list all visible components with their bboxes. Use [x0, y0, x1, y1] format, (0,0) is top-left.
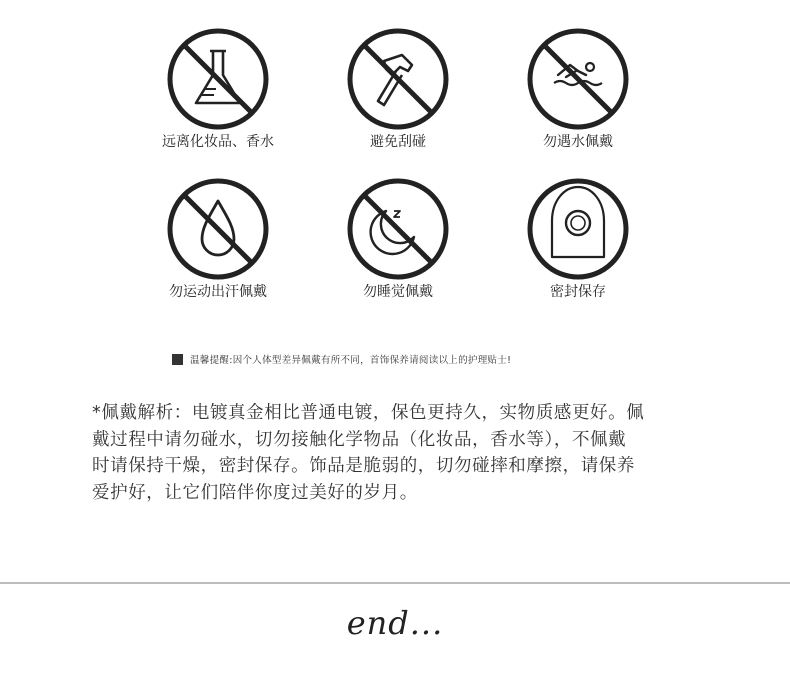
bullet-square-icon [172, 354, 183, 365]
no-bump-icon [346, 27, 450, 131]
care-label: 避免刮碰 [370, 134, 426, 150]
note-line: 爱护好，让它们陪伴你度过美好的岁月。 [92, 482, 418, 503]
care-tip-text: 温馨提醒:因个人体型差异佩戴有所不同，首饰保养请阅读以上的护理贴士! [190, 355, 512, 366]
care-label: 勿遇水佩戴 [543, 134, 613, 150]
care-item-water [498, 27, 658, 150]
no-chemicals-icon [166, 27, 270, 131]
care-label: 远离化妆品、香水 [162, 134, 274, 150]
care-label: 密封保存 [550, 284, 606, 300]
care-item-storage [498, 177, 658, 300]
plating-note [92, 400, 732, 506]
no-water-icon [526, 27, 630, 131]
care-label: 勿运动出汗佩戴 [169, 284, 267, 300]
care-item-bump [318, 27, 478, 150]
care-item-sleep [318, 177, 478, 300]
note-line: 戴过程中请勿碰水，切勿接触化学物品（化妆品，香水等），不佩戴 [92, 429, 627, 450]
care-item-chemicals [138, 27, 298, 150]
no-sweat-icon [166, 177, 270, 281]
end-text: end... [346, 604, 444, 642]
note-line: *佩戴解析：电镀真金相比普通电镀，保色更持久，实物质感更好。佩 [92, 403, 645, 423]
care-label: 勿睡觉佩戴 [363, 284, 433, 300]
note-line: 时请保持干燥，密封保存。饰品是脆弱的，切勿碰摔和摩擦，请保养 [92, 456, 635, 476]
sealed-storage-icon [526, 177, 630, 281]
care-tip [172, 352, 511, 366]
no-sleep-icon [346, 177, 450, 281]
divider [0, 582, 790, 584]
care-item-sweat [138, 177, 298, 300]
